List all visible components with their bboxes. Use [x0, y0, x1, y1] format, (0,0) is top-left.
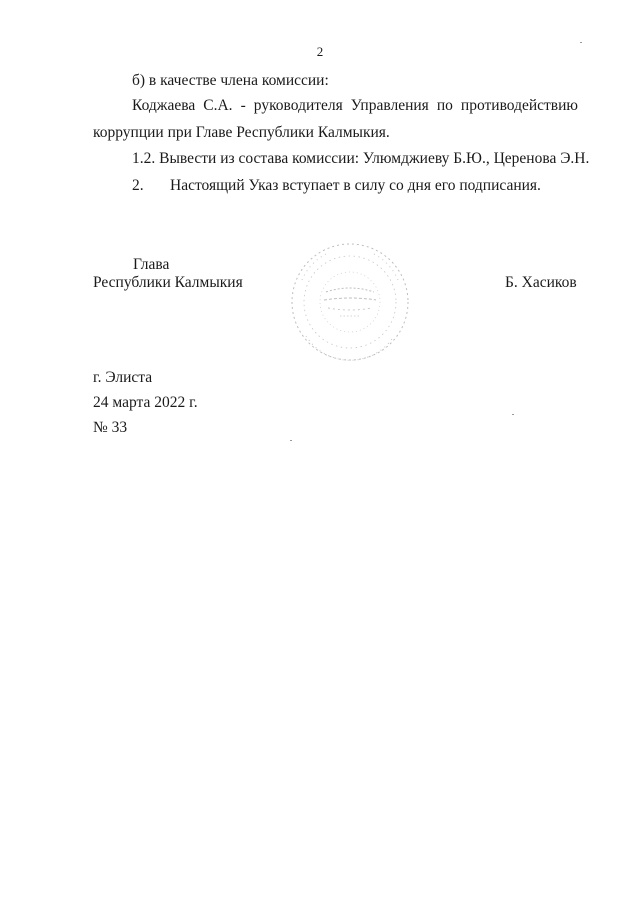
paragraph-kodzhaev-line1-text: Коджаева С.А. - руководителя Управления по противодействию	[132, 97, 578, 114]
page-number: 2	[316, 44, 324, 59]
paragraph-decree-number: 2.	[132, 177, 144, 194]
signatory-name: Б. Хасиков	[505, 274, 577, 291]
footer-decree-number: № 33	[93, 419, 128, 436]
paragraph-remove-members: 1.2. Вывести из состава комиссии: Улюмджиеву Б.Ю., Церенова Э.Н.	[132, 150, 590, 167]
footer-city: г. Элиста	[93, 369, 153, 386]
scan-speck	[512, 414, 514, 415]
paragraph-kodzhaev-line1	[132, 97, 578, 115]
signature-title-line1: Глава	[133, 256, 170, 273]
official-seal-icon	[286, 240, 414, 368]
paragraph-decree-effective: Настоящий Указ вступает в силу со дня его подписания.	[170, 177, 541, 194]
scan-speck	[290, 440, 292, 441]
paragraph-commission-member: б) в качестве члена комиссии:	[132, 72, 329, 89]
paragraph-kodzhaev-line2: коррупции при Главе Республики Калмыкия.	[93, 124, 390, 141]
footer-date: 24 марта 2022 г.	[93, 394, 198, 411]
signature-title-line2: Республики Калмыкия	[93, 274, 243, 291]
scan-speck	[580, 42, 582, 43]
